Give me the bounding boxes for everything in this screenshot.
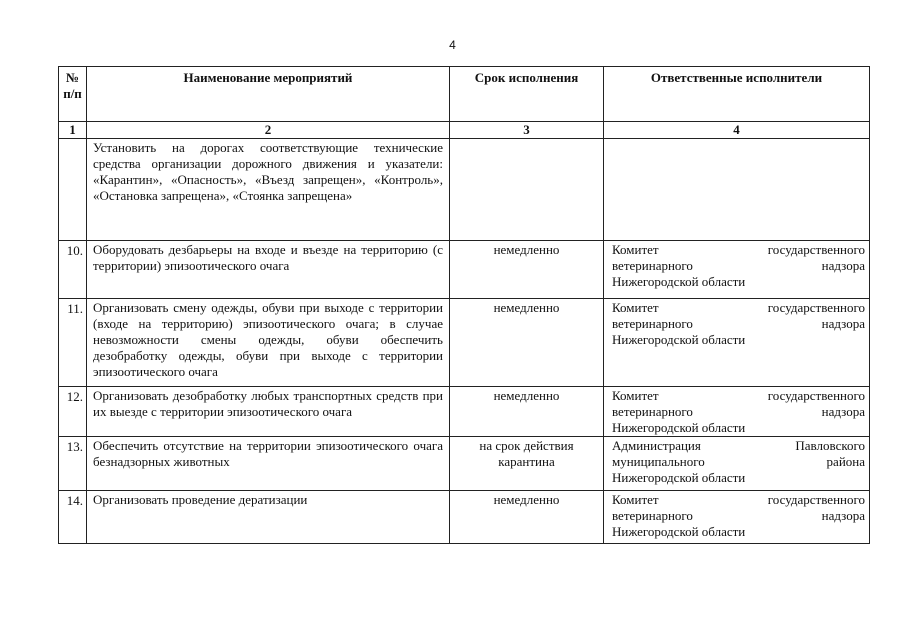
row-responsible — [604, 437, 870, 491]
responsible-line: ветеринарного надзора — [612, 404, 865, 419]
header-name: Наименование мероприятий — [87, 67, 450, 122]
responsible-line: Нижегородской области — [612, 274, 746, 289]
row-measure: Установить на дорогах соответствующие технические средства организации дорожного движения и указатели: «Карантин», «Опасность», «Въезд запрещен», «Контроль», «Остановка запрещена», «Стоянка запрещена» — [87, 139, 450, 241]
row-measure: Организовать дезобработку любых транспортных средств при их выезде с территории эпизоотического очага — [87, 387, 450, 437]
row-term: немедленно — [450, 299, 604, 387]
column-index: 4 — [604, 122, 870, 139]
measures-table — [58, 66, 870, 544]
responsible-line: Комитет государственного — [612, 492, 865, 507]
row-measure: Организовать проведение дератизации — [87, 491, 450, 544]
row-measure: Организовать смену одежды, обуви при выходе с территории (входе на территорию) эпизоотического очага; в случае невозможности смены одежды, обуви обеспечить дезобработку одежды, обуви при выходе с территории эпизоотического очага — [87, 299, 450, 387]
row-number — [59, 139, 87, 241]
column-index-row — [59, 122, 870, 139]
responsible-line: Нижегородской области — [612, 524, 746, 539]
row-term: немедленно — [450, 387, 604, 437]
table-row — [59, 387, 870, 437]
responsible-line: Комитет государственного — [612, 388, 865, 403]
responsible-line: ветеринарного надзора — [612, 258, 865, 273]
table-row — [59, 299, 870, 387]
row-responsible — [604, 491, 870, 544]
responsible-line: Нижегородской области — [612, 332, 746, 347]
row-number: 10. — [59, 241, 87, 299]
column-index: 3 — [450, 122, 604, 139]
row-measure: Обеспечить отсутствие на территории эпизоотического очага безнадзорных животных — [87, 437, 450, 491]
responsible-line: Нижегородской области — [612, 420, 746, 435]
header-responsible: Ответственные исполнители — [604, 67, 870, 122]
row-term: на срок действия карантина — [450, 437, 604, 491]
table-row — [59, 241, 870, 299]
responsible-line: Администрация Павловского — [612, 438, 865, 453]
responsible-line: Комитет государственного — [612, 242, 865, 257]
table-row — [59, 491, 870, 544]
responsible-line: Комитет государственного — [612, 300, 865, 315]
responsible-line: ветеринарного надзора — [612, 508, 865, 523]
row-term — [450, 139, 604, 241]
row-number: 13. — [59, 437, 87, 491]
row-responsible — [604, 299, 870, 387]
row-term: немедленно — [450, 241, 604, 299]
responsible-line: муниципального района — [612, 454, 865, 469]
row-number: 11. — [59, 299, 87, 387]
row-number: 12. — [59, 387, 87, 437]
responsible-line: Нижегородской области — [612, 470, 746, 485]
row-responsible — [604, 241, 870, 299]
table-row — [59, 139, 870, 241]
header-num: № п/п — [59, 67, 87, 122]
column-index: 1 — [59, 122, 87, 139]
row-measure: Оборудовать дезбарьеры на входе и въезде на территорию (с территории) эпизоотического очага — [87, 241, 450, 299]
header-term: Срок исполнения — [450, 67, 604, 122]
column-index: 2 — [87, 122, 450, 139]
responsible-line: ветеринарного надзора — [612, 316, 865, 331]
table-row — [59, 437, 870, 491]
row-term: немедленно — [450, 491, 604, 544]
row-responsible — [604, 387, 870, 437]
header-row — [59, 67, 870, 122]
row-number: 14. — [59, 491, 87, 544]
page-number: 4 — [449, 38, 456, 52]
row-responsible — [604, 139, 870, 241]
